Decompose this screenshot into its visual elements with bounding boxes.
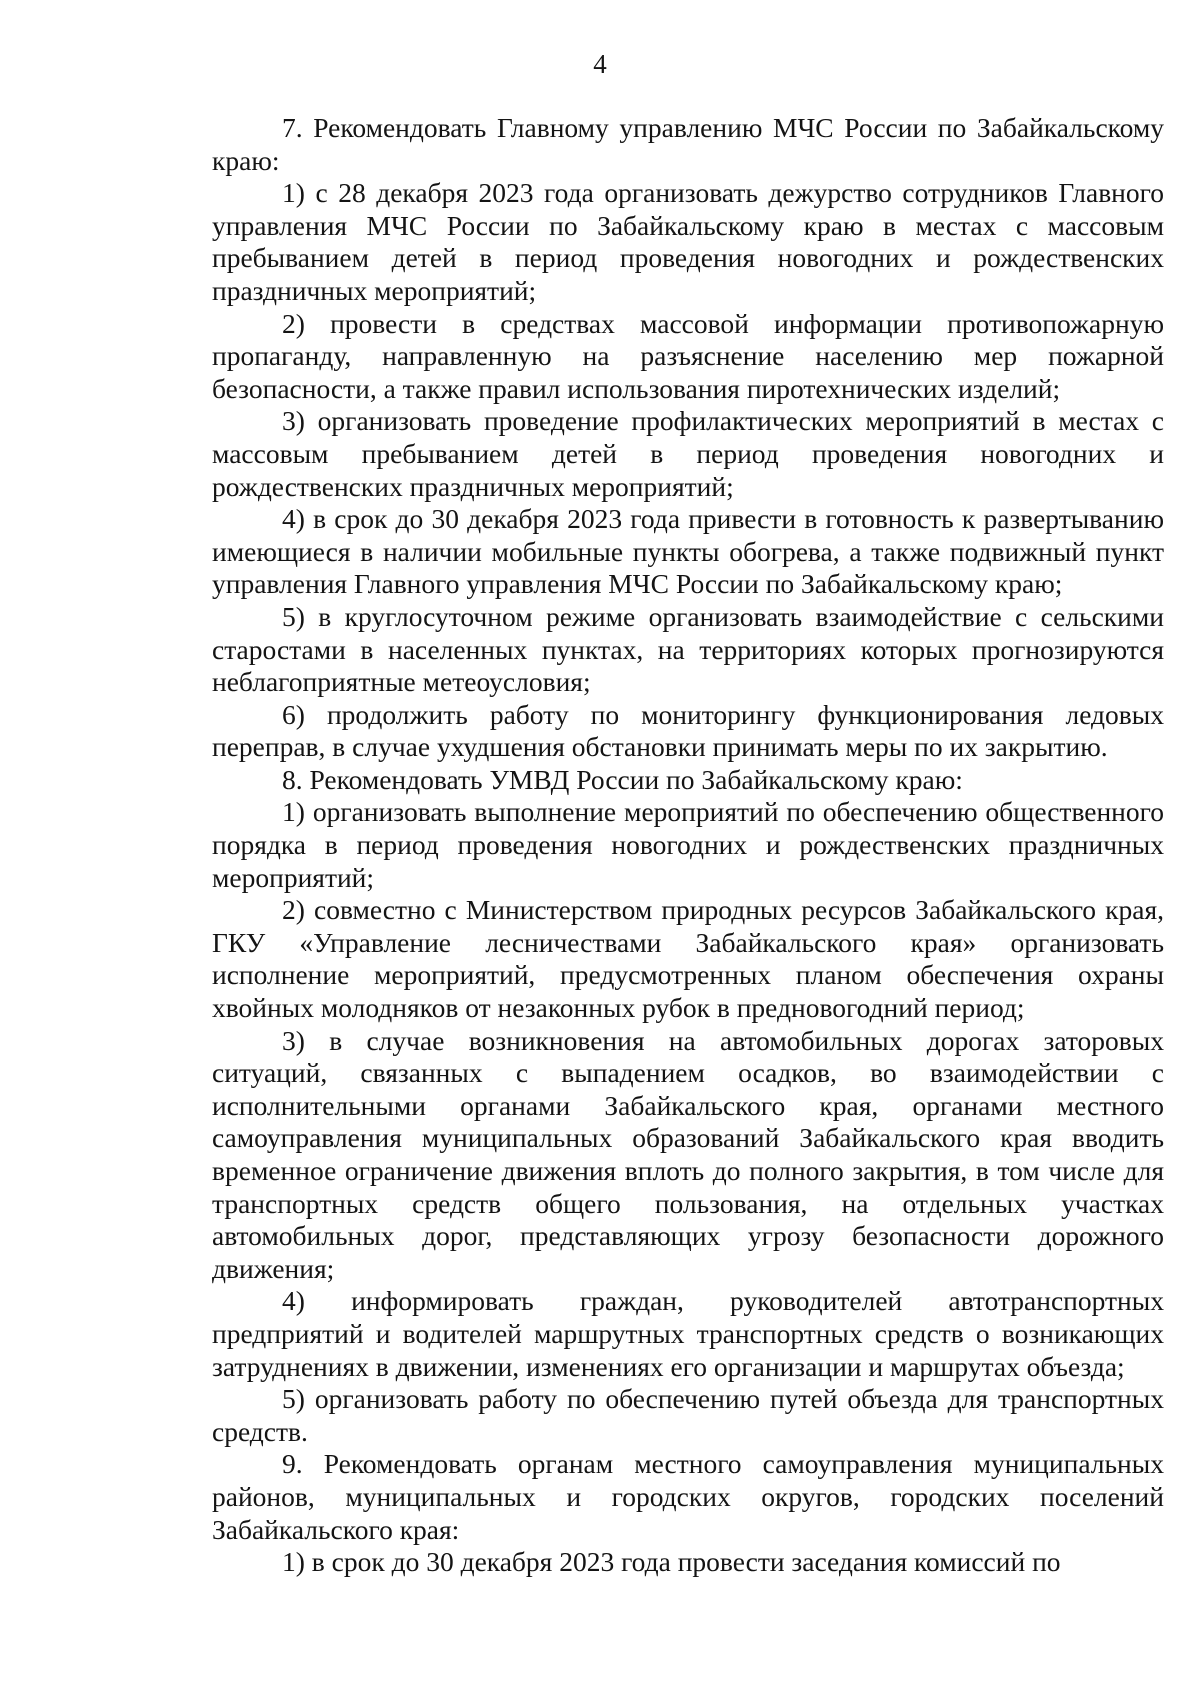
paragraph-8-header: 8. Рекомендовать УМВД России по Забайкальскому краю:: [282, 763, 963, 795]
paragraph-7-item-4: 4) в срок до 30 декабря 2023 года привести в готовность к развертыванию имеющиеся в наличии мобильные пункты обогрева, а также подвижный пункт управления Главного управления МЧС России по Забайкальскому краю;: [212, 503, 1164, 600]
paragraph-9-header: 9. Рекомендовать органам местного самоуправления муниципальных районов, муниципальных и городских округов, городских поселений Забайкальского края:: [212, 1448, 1164, 1545]
paragraph-8-item-4: 4) информировать граждан, руководителей автотранспортных предприятий и водителей маршрутных транспортных средств о возникающих затруднениях в движении, изменениях его организации и маршрутах объезда;: [212, 1285, 1164, 1382]
document-body: [212, 112, 1164, 1579]
paragraph-7-item-6: 6) продолжить работу по мониторингу функционирования ледовых переправ, в случае ухудшения обстановки принимать меры по их закрытию.: [212, 698, 1164, 763]
paragraph-9-item-1: 1) в срок до 30 декабря 2023 года провести заседания комиссий по: [282, 1546, 1061, 1578]
paragraph-8-item-3: 3) в случае возникновения на автомобильных дорогах заторовых ситуаций, связанных с выпадением осадков, во взаимодействии с исполнительными органами Забайкальского края, органами местного самоуправления муниципальных образований Забайкальского края вводить временное ограничение движения вплоть до полного закрытия, в том числе для транспортных средств общего пользования, на отдельных участках автомобильных дорог, представляющих угрозу безопасности дорожного движения;: [212, 1024, 1164, 1284]
page-number: 4: [593, 49, 607, 79]
paragraph-7-item-3: 3) организовать проведение профилактических мероприятий в местах с массовым пребыванием детей в период проведения новогодних и рождественских праздничных мероприятий;: [212, 405, 1164, 502]
paragraph-7-item-1: 1) с 28 декабря 2023 года организовать дежурство сотрудников Главного управления МЧС России по Забайкальскому краю в местах с массовым пребыванием детей в период проведения новогодних и рождественских праздничных мероприятий;: [212, 177, 1164, 306]
paragraph-7-header: 7. Рекомендовать Главному управлению МЧС России по Забайкальскому краю:: [212, 112, 1164, 176]
paragraph-7-item-2: 2) провести в средствах массовой информации противопожарную пропаганду, направленную на разъяснение населению мер пожарной безопасности, а также правил использования пиротехнических изделий;: [212, 307, 1164, 404]
paragraph-8-item-1: 1) организовать выполнение мероприятий по обеспечению общественного порядка в период проведения новогодних и рождественских праздничных мероприятий;: [212, 796, 1164, 893]
paragraph-8-item-5: 5) организовать работу по обеспечению путей объезда для транспортных средств.: [212, 1383, 1164, 1447]
paragraph-7-item-5: 5) в круглосуточном режиме организовать взаимодействие с сельскими старостами в населенных пунктах, на территориях которых прогнозируются неблагоприятные метеоусловия;: [212, 600, 1164, 698]
paragraph-8-item-2: 2) совместно с Министерством природных ресурсов Забайкальского края, ГКУ «Управление лесничествами Забайкальского края» организовать исполнение мероприятий, предусмотренных планом обеспечения охраны хвойных молодняков от незаконных рубок в предновогодний период;: [212, 894, 1164, 1024]
